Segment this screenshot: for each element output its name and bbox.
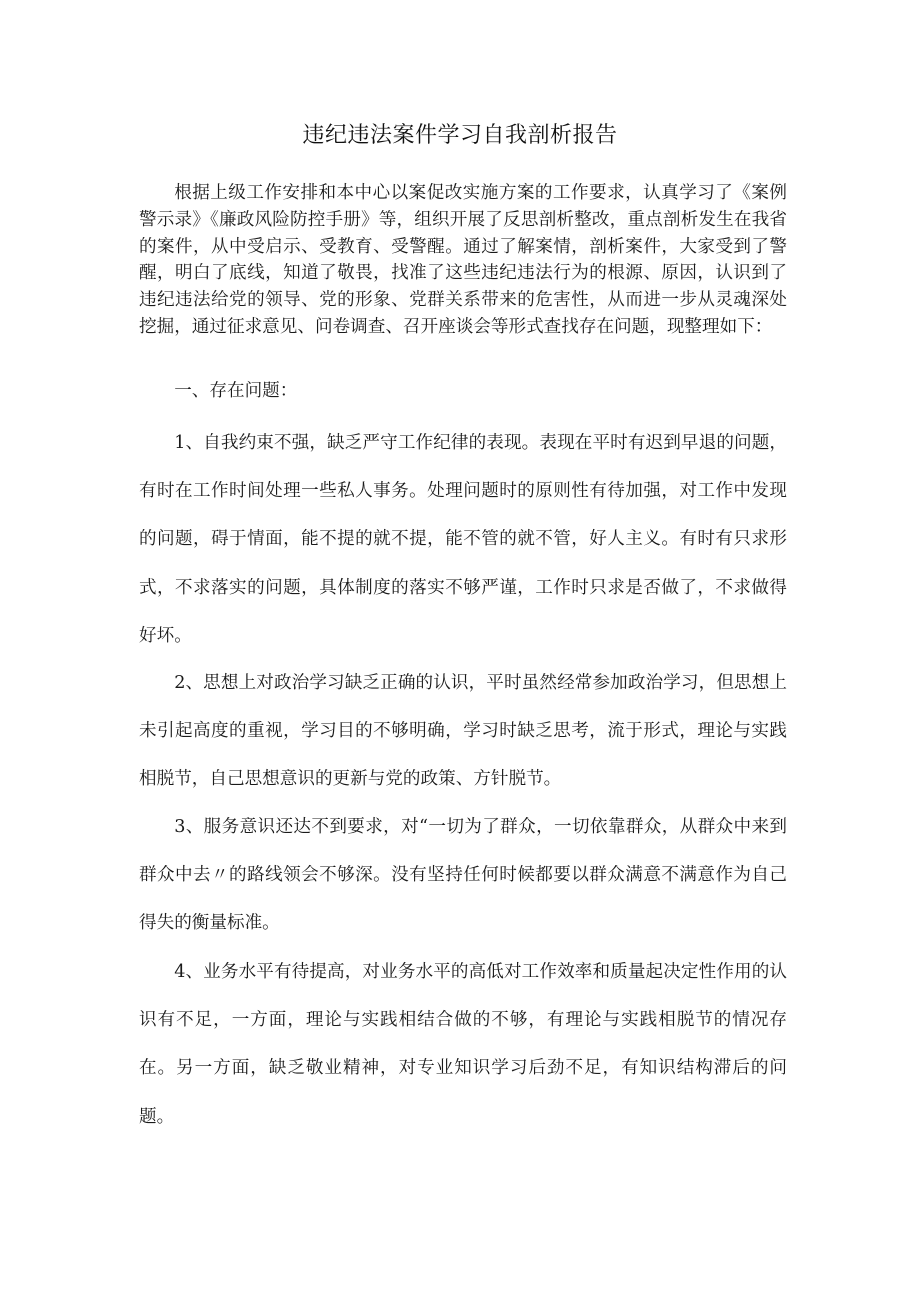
document-title: 违纪违法案件学习自我剖析报告 (302, 123, 618, 148)
problem-item-3: 3、服务意识还达不到要求，对“一切为了群众，一切依靠群众，从群众中来到群众中去〃的路线领会不够深。没有坚持任何时候都要以群众满意不满意作为自己得失的衡量标准。 (139, 817, 787, 934)
intro-paragraph: 根据上级工作安排和本中心以案促改实施方案的工作要求，认真学习了《案例警示录》《廉政风险防控手册》等，组织开展了反思剖析整改，重点剖析发生在我省的案件，从中受启示、受教育、受警醒。通过了解案情，剖析案件，大家受到了警醒，明白了底线，知道了敬畏，找准了这些违纪违法行为的根源、原因，认识到了违纪违法给党的领导、党的形象、党群关系带来的危害性，从而进一步从灵魂深处挖掘，通过征求意见、问卷调查、召开座谈会等形式查找存在问题，现整理如下： (139, 183, 787, 337)
section-heading: 一、存在问题： (174, 381, 298, 401)
problem-item-4: 4、业务水平有待提高，对业务水平的高低对工作效率和质量起决定性作用的认识有不足，一方面，理论与实践相结合做的不够，有理论与实践相脱节的情况存在。另一方面，缺乏敬业精神，对专业知识学习后劲不足，有知识结构滞后的问题。 (139, 962, 787, 1127)
problem-item-2: 2、思想上对政治学习缺乏正确的认识，平时虽然经常参加政治学习，但思想上未引起高度的重视，学习目的不够明确，学习时缺乏思考，流于形式，理论与实践相脱节，自己思想意识的更新与党的政策、方针脱节。 (139, 673, 787, 790)
problem-item-1: 1、自我约束不强，缺乏严守工作纪律的表现。表现在平时有迟到早退的问题，有时在工作时间处理一些私人事务。处理问题时的原则性有待加强，对工作中发现的问题，碍于情面，能不提的就不提，能不管的就不管，好人主义。有时有只求形式，不求落实的问题，具体制度的落实不够严谨，工作时只求是否做了，不求做得好坏。 (139, 433, 787, 646)
